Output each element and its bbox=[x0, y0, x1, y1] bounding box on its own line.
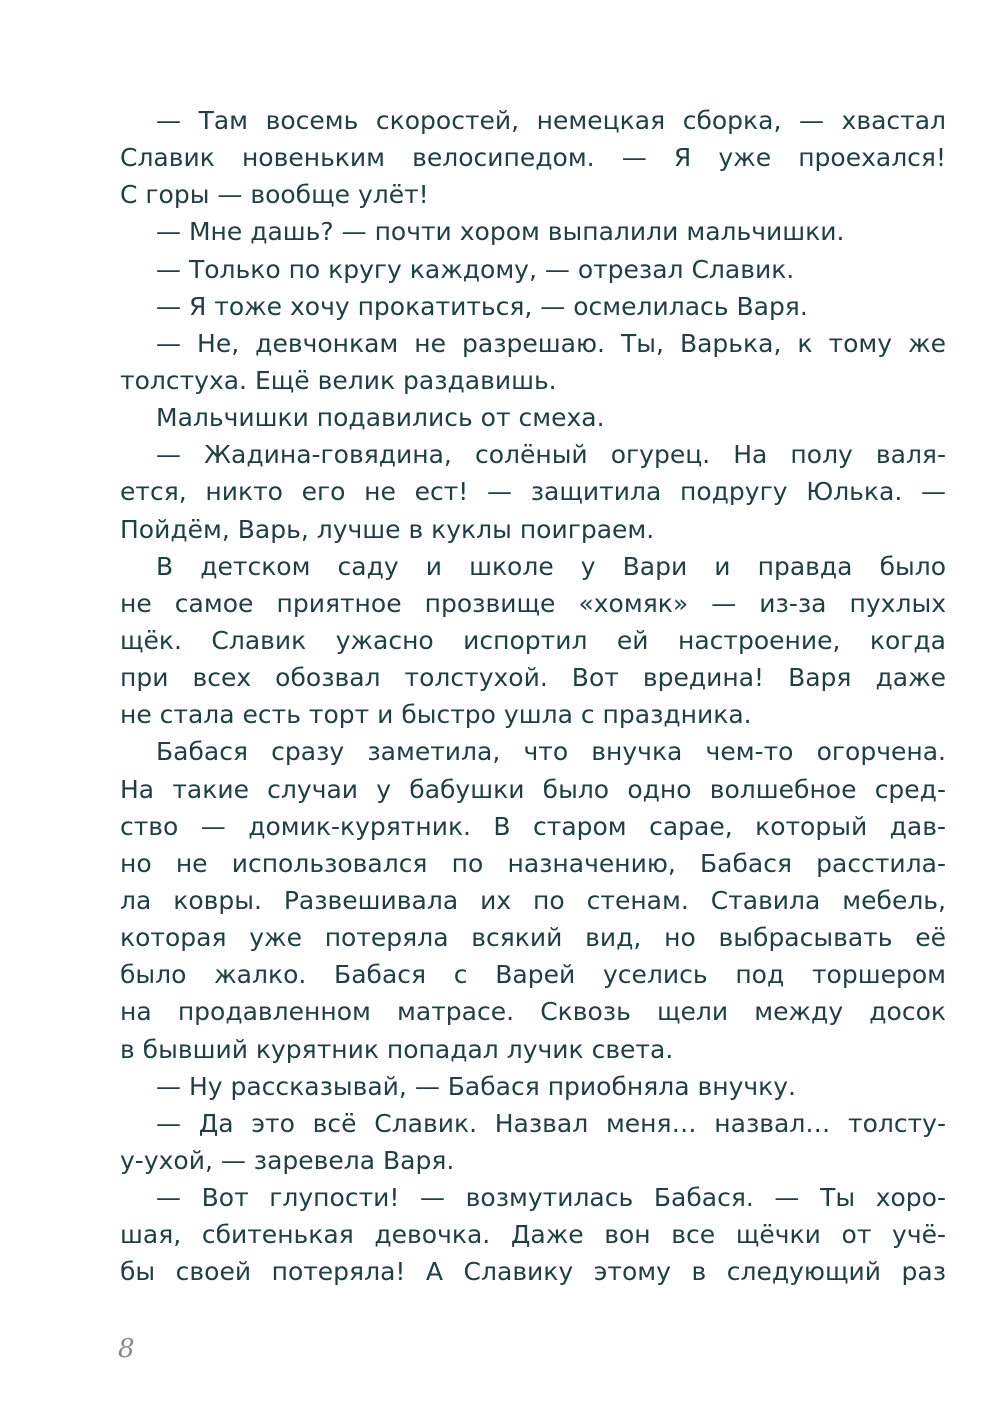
text-line: С горы — вообще улёт! bbox=[120, 180, 429, 210]
text-line: на продавленном матрасе. Сквозь щели между досок bbox=[120, 997, 946, 1027]
page-number: 8 bbox=[118, 1334, 135, 1364]
text-line: — Я тоже хочу прокатиться, — осмелилась Варя. bbox=[156, 291, 808, 321]
text-line: — Жадина-говядина, солёный огурец. На полу валя- bbox=[156, 440, 946, 470]
text-line: ется, никто его не ест! — защитила подругу Юлька. — bbox=[120, 477, 946, 507]
text-line: На такие случаи у бабушки было одно волшебное сред- bbox=[120, 774, 946, 804]
text-line: не самое приятное прозвище «хомяк» — из-за пухлых bbox=[120, 588, 946, 618]
text-line: щёк. Славик ужасно испортил ей настроение, когда bbox=[120, 625, 946, 655]
text-line: — Да это всё Славик. Назвал меня… назвал… толсту- bbox=[156, 1108, 946, 1138]
text-line: не стала есть торт и быстро ушла с праздника. bbox=[120, 700, 752, 730]
text-line: — Вот глупости! — возмутилась Бабася. — Ты хоро- bbox=[156, 1183, 946, 1213]
text-line: Бабася сразу заметила, что внучка чем-то огорчена. bbox=[156, 737, 946, 767]
text-line: шая, сбитенькая девочка. Даже вон все щёчки от учё- bbox=[120, 1220, 946, 1250]
text-line: — Там восемь скоростей, немецкая сборка, — хвастал bbox=[156, 106, 946, 135]
text-line: — Только по кругу каждому, — отрезал Славик. bbox=[156, 254, 795, 284]
text-line: ство — домик-курятник. В старом сарае, который дав- bbox=[120, 811, 946, 841]
text-line: в бывший курятник попадал лучик света. bbox=[120, 1034, 674, 1064]
text-line: при всех обозвал толстухой. Вот вредина! Варя даже bbox=[120, 663, 946, 693]
body-text bbox=[120, 102, 946, 1291]
text-line: бы своей потеряла! А Славику этому в следующий раз bbox=[120, 1257, 946, 1287]
text-line: ла ковры. Развешивала их по стенам. Ставила мебель, bbox=[120, 885, 946, 915]
text-line: Мальчишки подавились от смеха. bbox=[156, 403, 605, 433]
text-line: Славик новеньким велосипедом. — Я уже проехался! bbox=[120, 143, 946, 173]
text-line: которая уже потеряла всякий вид, но выбрасывать её bbox=[120, 923, 946, 953]
text-line: но не использовался по назначению, Бабася расстила- bbox=[120, 848, 946, 878]
text-line: толстуха. Ещё велик раздавишь. bbox=[120, 365, 557, 395]
text-line: у-ухой, — заревела Варя. bbox=[120, 1145, 455, 1175]
text-line: — Мне дашь? — почти хором выпалили мальчишки. bbox=[156, 217, 845, 247]
text-line: Пойдём, Варь, лучше в куклы поиграем. bbox=[120, 514, 655, 544]
text-line: — Ну рассказывай, — Бабася приобняла внучку. bbox=[156, 1071, 796, 1101]
text-line: — Не, девчонкам не разрешаю. Ты, Варька, к тому же bbox=[156, 328, 946, 358]
text-line: было жалко. Бабася с Варей уселись под торшером bbox=[120, 960, 946, 990]
text-line: В детском саду и школе у Вари и правда было bbox=[156, 551, 946, 581]
